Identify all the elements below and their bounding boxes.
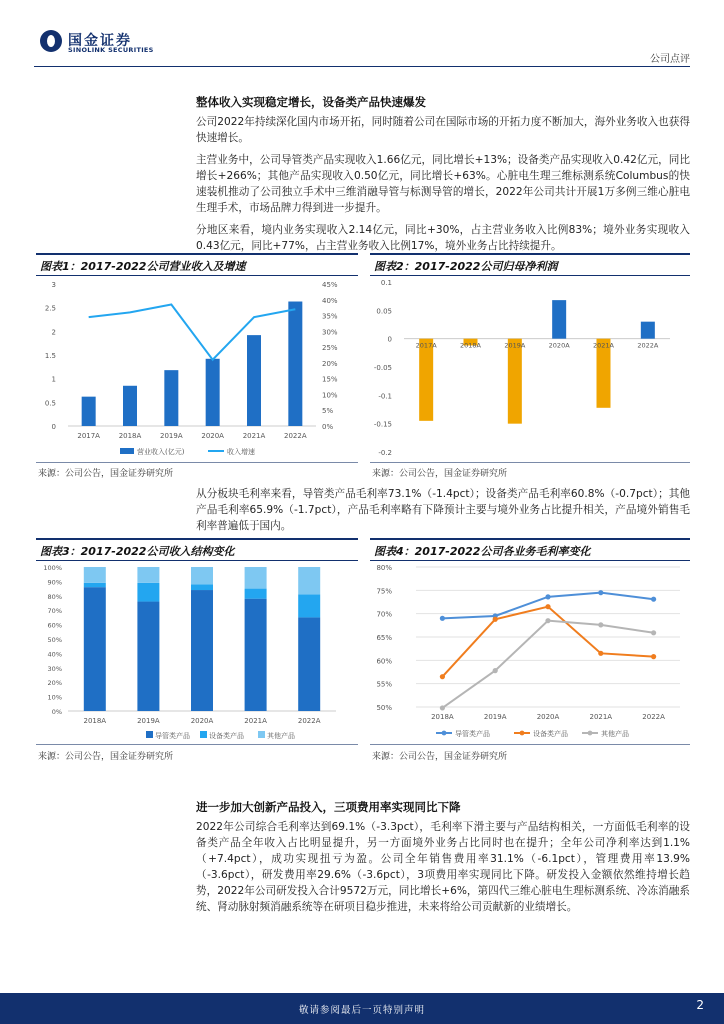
net-profit-bar (508, 339, 522, 424)
x-tick-label: 2021A (593, 341, 614, 350)
x-tick-label: 2021A (242, 432, 266, 440)
margin-point (440, 674, 445, 679)
y-axis-tick-label: 60% (47, 621, 62, 630)
net-profit-bar (552, 300, 566, 339)
figure2-chart (370, 276, 690, 462)
stacked-bar-segment (298, 594, 320, 617)
x-tick-label: 2018A (460, 341, 481, 350)
margin-point (545, 594, 550, 599)
figure4-header (370, 538, 690, 561)
figure2-bottom-rule (370, 462, 690, 463)
stacked-bar-segment (298, 617, 320, 711)
margin-point (545, 604, 550, 609)
x-tick-label: 2018A (83, 717, 107, 725)
y-axis-tick-label: 0.1 (380, 279, 392, 287)
x-tick-label: 2019A (504, 341, 526, 350)
figure4-title: 图表4：2017-2022公司各业务毛利率变化 (374, 545, 591, 558)
figure3-source: 来源：公司公告，国金证券研究所 (38, 752, 174, 762)
y-axis-tick-label: -0.15 (373, 420, 392, 429)
legend-label-revenue: 营业收入(亿元) (137, 448, 185, 456)
y-axis-tick-label: 55% (376, 680, 392, 689)
figure1-chart (36, 276, 358, 462)
y-axis-tick-label: 0.05 (376, 307, 392, 316)
y-axis-tick-label: 10% (47, 693, 62, 702)
stacked-bar-segment (84, 567, 106, 583)
x-tick-label: 2022A (637, 341, 659, 350)
figure4-bottom-rule (370, 744, 690, 745)
stacked-bar-segment (191, 567, 213, 584)
revenue-bar (247, 335, 261, 426)
x-tick-label: 2021A (589, 713, 613, 721)
company-logo-icon (40, 30, 62, 52)
margin-point (493, 617, 498, 622)
figure2-header (370, 253, 690, 276)
x-tick-label: 2022A (284, 432, 307, 440)
legend-swatch (146, 731, 153, 738)
figure2-title: 图表2：2017-2022公司归母净利润 (374, 260, 558, 273)
figure3-chart (36, 561, 358, 743)
revenue-bar (288, 302, 302, 426)
logo-chinese-name: 国金证券 (68, 33, 132, 49)
margin-point (598, 651, 603, 656)
x-tick-label: 2022A (642, 713, 665, 721)
growth-rate-line (89, 305, 296, 360)
x-tick-label: 2019A (483, 713, 507, 721)
y-axis-tick-label: 75% (376, 587, 392, 596)
margin-point (598, 622, 603, 627)
margin-line-2 (442, 621, 653, 708)
figure4-source: 来源：公司公告，国金证券研究所 (372, 752, 508, 762)
section2-body: 2022年公司综合毛利率达到69.1%（-3.3pct），毛利率下滑主要与产品结构相关，一方面低毛利率的设备类产品全年收入占比明显提升，另一方面境外业务占比同时也在提升；全年公司净利率达到1.1%（+7.4pct），成功实现扭亏为盈。公司全年销售费用率31.1%（-6.1pct），管理费用率13.9%（-3.6pct），研发费用率29.6%（-3.6pct），3项费用率实现同比下降。研发投入金额依然维持增长趋势，2022年公司研发投入合计9572万元，同比增长+6%，第四代三维心脏电生理标测系统、冷冻消融系统、肾动脉射频消融系统等在研项目稳步推进，未来将给公司贡献新的业绩增长。 (196, 821, 690, 913)
x-tick-label: 2020A (190, 717, 214, 725)
right-axis-tick-label: 20% (322, 359, 338, 368)
revenue-bar (82, 397, 96, 426)
legend-label: 导管类产品 (455, 730, 490, 738)
y-axis-tick-label: -0.2 (378, 449, 392, 457)
x-tick-label: 2018A (431, 713, 454, 721)
legend-label: 其他产品 (601, 730, 629, 738)
paragraph: 分地区来看，境内业务实现收入2.14亿元，同比+30%，占主营业务收入比例83%；境外业务实现收入0.43亿元，同比+77%，占主营业务收入比例17%，境外业务占比持续提升。 (196, 224, 690, 252)
y-axis-tick-label: 0 (387, 335, 392, 344)
right-axis-tick-label: 10% (322, 391, 338, 400)
right-axis-tick-label: 35% (322, 312, 338, 321)
legend-label-growth: 收入增速 (227, 448, 255, 456)
legend-swatch (200, 731, 207, 738)
legend-swatch (258, 731, 265, 738)
net-profit-bar (641, 322, 655, 339)
revenue-bar (164, 370, 178, 426)
header-divider (34, 66, 690, 67)
legend-label: 设备类产品 (533, 730, 568, 738)
right-axis-tick-label: 0% (322, 423, 334, 431)
section-title-revenue-growth: 整体收入实现稳定增长，设备类产品快速爆发 (196, 95, 426, 109)
figure4-chart (370, 561, 690, 743)
margin-point (440, 705, 445, 710)
document-type: 公司点评 (650, 54, 690, 65)
stacked-bar-segment (84, 587, 106, 711)
legend-label: 导管类产品 (155, 732, 190, 740)
stacked-bar-segment (245, 589, 267, 599)
stacked-bar-segment (191, 584, 213, 590)
y-axis-tick-label: 80% (376, 564, 392, 572)
stacked-bar-segment (245, 567, 267, 589)
revenue-bar (206, 359, 220, 426)
y-axis-tick-label: 90% (47, 578, 62, 587)
right-axis-tick-label: 15% (322, 375, 338, 384)
stacked-bar-segment (191, 590, 213, 711)
legend-swatch-marker (588, 731, 593, 736)
legend-swatch-marker (442, 731, 447, 736)
left-axis-tick-label: 1 (51, 375, 56, 384)
right-axis-tick-label: 30% (322, 328, 338, 337)
x-tick-label: 2017A (415, 341, 437, 350)
section-title-rd-investment: 进一步加大创新产品投入，三项费用率实现同比下降 (196, 800, 461, 814)
margin-point (651, 630, 656, 635)
y-axis-tick-label: 20% (47, 679, 62, 688)
x-tick-label: 2019A (160, 432, 183, 440)
figure1-header (36, 253, 358, 276)
paragraph: 公司2022年持续深化国内市场开拓，同时随着公司在国际市场的开拓力度不断加大，海外业务收入也获得快速增长。 (196, 116, 690, 144)
right-axis-tick-label: 25% (322, 344, 338, 353)
y-axis-tick-label: -0.1 (378, 392, 392, 401)
logo-english-name: SINOLINK SECURITIES (68, 46, 154, 54)
y-axis-tick-label: 60% (376, 657, 392, 666)
y-axis-tick-label: 0% (51, 708, 62, 716)
revenue-bar (123, 386, 137, 426)
stacked-bar-segment (84, 583, 106, 587)
left-axis-tick-label: 0.5 (44, 399, 56, 408)
legend-swatch-revenue (120, 448, 134, 454)
y-axis-tick-label: 70% (376, 610, 392, 619)
figure3-header (36, 538, 358, 561)
margin-point (545, 618, 550, 623)
y-axis-tick-label: 80% (47, 592, 62, 601)
x-tick-label: 2021A (244, 717, 267, 725)
left-axis-tick-label: 2 (51, 328, 56, 337)
right-axis-tick-label: 5% (322, 407, 334, 416)
right-axis-tick-label: 40% (322, 296, 338, 305)
legend-swatch-marker (520, 731, 525, 736)
left-axis-tick-label: 3 (51, 281, 56, 289)
y-axis-tick-label: 70% (47, 607, 62, 616)
paragraph: 主营业务中，公司导管类产品实现收入1.66亿元，同比增长+13%；设备类产品实现收入0.42亿元，同比增长+266%；其他产品实现收入0.50亿元，同比增长+63%。心脏电生理三维标测系统Columbus的快速装机推动了公司独立手术中三维消融导管与标测导管的增长，2022年公司共计开展1万多例三维心脏电生理手术，市场品牌力得到进一步提升。 (196, 154, 690, 214)
y-axis-tick-label: 65% (376, 634, 392, 642)
figure1-title: 图表1：2017-2022公司营业收入及增速 (40, 260, 246, 273)
stacked-bar-segment (245, 599, 267, 711)
x-tick-label: 2020A (536, 713, 560, 721)
x-tick-label: 2017A (77, 432, 100, 440)
legend-label: 其他产品 (267, 732, 295, 740)
x-tick-label: 2018A (118, 432, 142, 440)
section1-body (196, 114, 690, 260)
x-tick-label: 2019A (137, 717, 160, 725)
figure3-bottom-rule (36, 744, 358, 745)
page-number: 2 (696, 998, 704, 1012)
y-axis-tick-label: 30% (47, 664, 62, 673)
x-tick-label: 2022A (297, 717, 321, 725)
y-axis-tick-label: 100% (43, 564, 62, 572)
figure3-title: 图表3：2017-2022公司收入结构变化 (40, 545, 235, 558)
left-axis-tick-label: 0 (51, 423, 56, 431)
stacked-bar-segment (137, 583, 159, 602)
footer-disclaimer: 敬请参阅最后一页特别声明 (298, 1005, 425, 1016)
stacked-bar-segment (298, 567, 320, 594)
left-axis-tick-label: 1.5 (44, 352, 56, 360)
y-axis-tick-label: -0.05 (373, 364, 392, 372)
y-axis-tick-label: 40% (47, 650, 62, 659)
margin-point (651, 597, 656, 602)
right-axis-tick-label: 45% (322, 281, 338, 289)
stacked-bar-segment (137, 567, 159, 583)
figure1-source: 来源：公司公告，国金证券研究所 (38, 469, 174, 479)
figure2-source: 来源：公司公告，国金证券研究所 (372, 469, 508, 479)
y-axis-tick-label: 50% (376, 704, 392, 712)
gross-margin-paragraph: 从分板块毛利率来看，导管类产品毛利率73.1%（-1.4pct）；设备类产品毛利率60.8%（-0.7pct）；其他产品毛利率65.9%（-1.7pct），产品毛利率略有下降预计主要与境外业务占比提升相关，产品境外销售毛利率普遍低于国内。 (196, 488, 690, 532)
net-profit-bar (419, 339, 433, 421)
left-axis-tick-label: 2.5 (44, 304, 56, 313)
legend-label: 设备类产品 (209, 732, 244, 740)
margin-point (440, 616, 445, 621)
x-tick-label: 2020A (548, 341, 570, 350)
margin-point (598, 590, 603, 595)
stacked-bar-segment (137, 602, 159, 711)
margin-point (493, 668, 498, 673)
figure1-bottom-rule (36, 462, 358, 463)
y-axis-tick-label: 50% (47, 636, 62, 644)
margin-point (651, 654, 656, 659)
x-tick-label: 2020A (201, 432, 224, 440)
